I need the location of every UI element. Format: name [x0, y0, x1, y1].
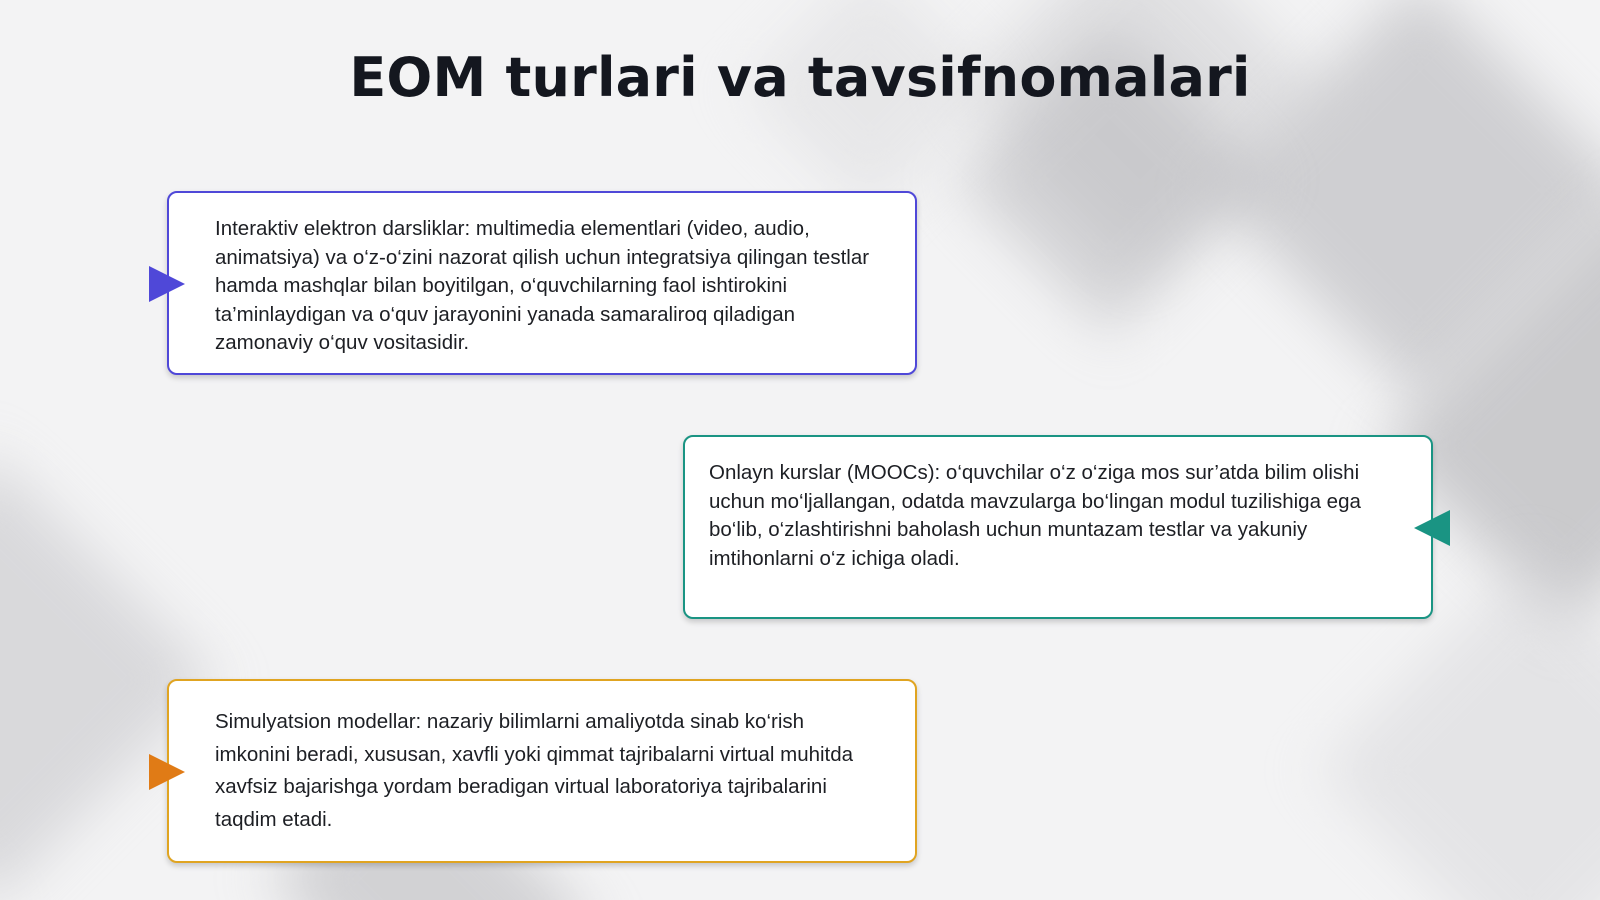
triangle-marker-icon: [149, 754, 185, 790]
card-online-courses: [683, 435, 1433, 619]
card-text: Simulyatsion modellar: nazariy bilimlarni amaliyotda sinab ko‘rish imkonini beradi, xususan, xavfli yoki qimmat tajribalarni virtual muhitda xavfsiz bajarishga yordam beradigan virtual laboratoriya tajribalarini taqdim etadi.: [215, 710, 854, 831]
card-simulation-models: [167, 679, 917, 863]
card-interactive-textbooks: [167, 191, 917, 375]
triangle-marker-icon: [149, 266, 185, 302]
card-text: Onlayn kurslar (MOOCs): o‘quvchilar o‘z o‘ziga mos sur’atda bilim olishi uchun mo‘ljallangan, odatda mavzularga bo‘lingan modul tuzilishiga ega bo‘lib, o‘zlashtirishni baholash uchun muntazam testlar va yakuniy imtihonlarni o‘z ichiga oladi.: [709, 461, 1361, 570]
card-text: Interaktiv elektron darsliklar: multimedia elementlari (video, audio, animatsiya) va o‘z-o‘zini nazorat qilish uchun integratsiya qilingan testlar hamda mashqlar bilan boyitilgan, o‘quvchilarning faol ishtirokini ta’minlaydigan va o‘quv jarayonini yanada samaraliroq qiladigan zamonaviy o‘quv vositasidir.: [215, 217, 870, 355]
slide-title: EOM turlari va tavsifnomalari: [349, 46, 1251, 109]
triangle-marker-icon: [1414, 510, 1450, 546]
